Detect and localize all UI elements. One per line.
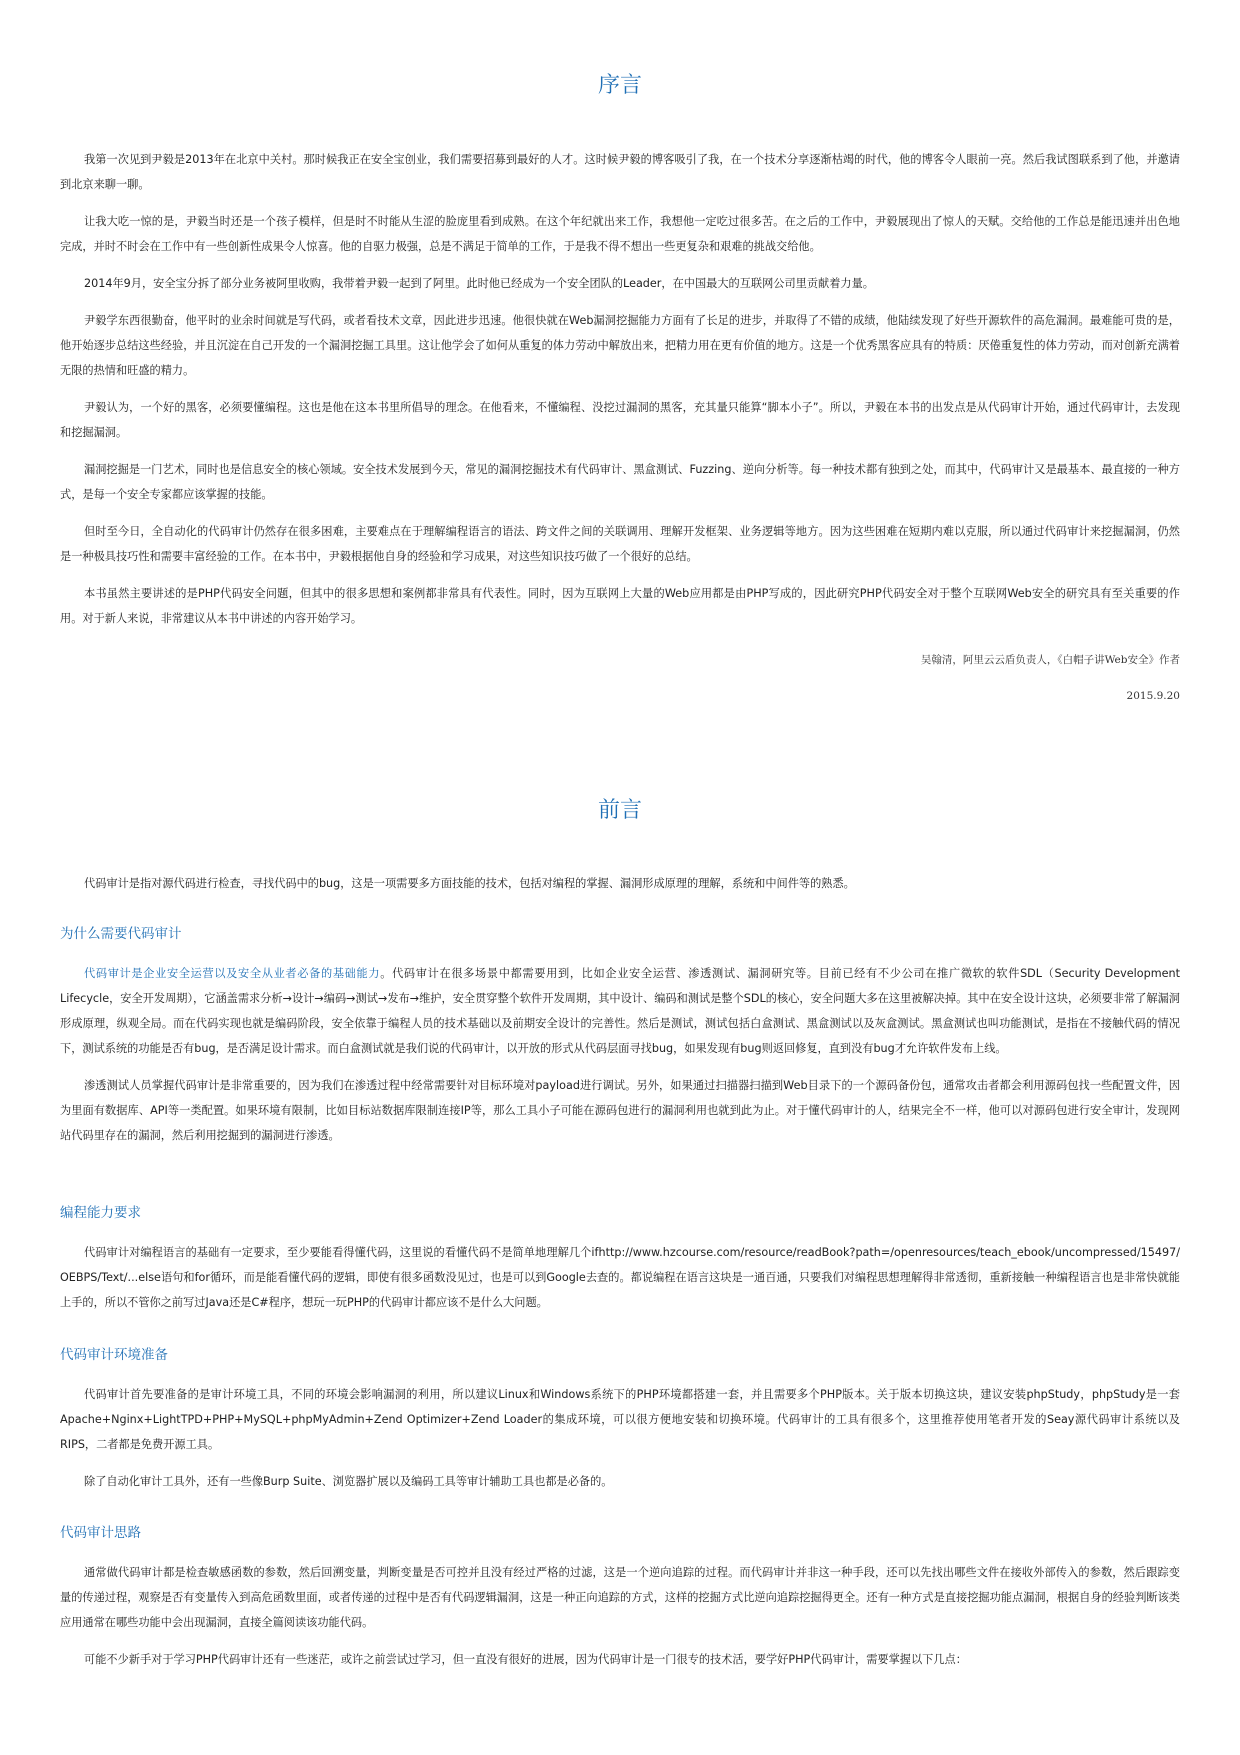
environment-paragraph: 代码审计首先要准备的是审计环境工具，不同的环境会影响漏洞的利用，所以建议Linux和Windows系统下的PHP环境都搭建一套，并且需要多个PHP版本。关于版本切换这块，建议安装phpStudy，phpStudy是一套Apache+Nginx+LightTPD+PHP+MySQL+phpMyAdmin+Zend Optimizer+Zend Loader的集成环境，可以很方便地安装和切换环境。代码审计的工具有很多个，这里推荐使用笔者开发的Seay源代码审计系统以及RIPS，二者都是免费开源工具。 <box>60 1388 1180 1451</box>
why-audit-heading: 为什么需要代码审计 <box>60 926 182 942</box>
foreword-signature-block <box>60 652 1180 667</box>
why-audit-body <box>60 961 1180 1160</box>
foreword-paragraph: 尹毅认为，一个好的黑客，必须要懂编程。这也是他在这本书里所倡导的理念。在他看来，不懂编程、没挖过漏洞的黑客，充其量只能算“脚本小子”。所以，尹毅在本书的出发点是从代码审计开始，通过代码审计，去发现和挖掘漏洞。 <box>60 401 1180 439</box>
foreword-date-block <box>60 690 1180 702</box>
programming-paragraph <box>60 1240 1180 1315</box>
why-audit-text: 。代码审计在很多场景中都需要用到，比如企业安全运营、渗透测试、漏洞研究等。目前已经有不少公司在推广微软的软件SDL（Security Development Lifecycle，安全开发周期），它涵盖需求分析→设计→编码→测试→发布→维护，安全贯穿整个软件开发周期，其中设计、编码和测试是整个SDL的核心，安全问题大多在这里被解决掉。其中在安全设计这块，必须要非常了解漏洞形成原理，纵观全局。而在代码实现也就是编码阶段，安全依靠于编程人员的技术基础以及前期安全设计的完善性。然后是测试，测试包括白盒测试、黑盒测试以及灰盒测试。黑盒测试也叫功能测试，是指在不接触代码的情况下，测试系统的功能是否有bug，是否满足设计需求。而白盒测试就是我们说的代码审计，以开放的形式从代码层面寻找bug，如果发现有bug则返回修复，直到没有bug才允许软件发布上线。 <box>60 967 1180 1055</box>
foreword-paragraph: 尹毅学东西很勤奋，他平时的业余时间就是写代码，或者看技术文章，因此进步迅速。他很快就在Web漏洞挖掘能力方面有了长足的进步，并取得了不错的成绩，他陆续发现了好些开源软件的高危漏洞。最难能可贵的是，他开始逐步总结这些经验，并且沉淀在自己开发的一个漏洞挖掘工具里。这让他学会了如何从重复的体力劳动中解放出来，把精力用在更有价值的地方。这是一个优秀黑客应具有的特质：厌倦重复性的体力劳动，而对创新充满着无限的热情和旺盛的精力。 <box>60 314 1180 377</box>
pentest-paragraph: 渗透测试人员掌握代码审计是非常重要的，因为我们在渗透过程中经常需要针对目标环境对payload进行调试。另外，如果通过扫描器扫描到Web目录下的一个源码备份包，通常攻击者都会利用源码包找一些配置文件，因为里面有数据库、API等一类配置。如果环境有限制，比如目标站数据库限制连接IP等，那么工具小子可能在源码包进行的漏洞利用也就到此为止。对于懂代码审计的人，结果完全不一样，他可以对源码包进行安全审计，发现网站代码里存在的漏洞，然后利用挖掘到的漏洞进行渗透。 <box>60 1079 1180 1142</box>
foreword-body <box>60 147 1180 643</box>
approach-paragraph: 通常做代码审计都是检查敏感函数的参数，然后回溯变量，判断变量是否可控并且没有经过严格的过滤，这是一个逆向追踪的过程。而代码审计并非这一种手段，还可以先找出哪些文件在接收外部传入的参数，然后跟踪变量的传递过程，观察是否有变量传入到高危函数里面，或者传递的过程中是否有代码逻辑漏洞，这是一种正向追踪的方式，这样的挖掘方式比逆向追踪挖掘得更全。还有一种方式是直接挖掘功能点漏洞，根据自身的经验判断该类应用通常在哪些功能中会出现漏洞，直接全篇阅读该功能代码。 <box>60 1566 1180 1629</box>
why-audit-paragraph <box>60 961 1180 1061</box>
foreword-paragraph: 漏洞挖掘是一门艺术，同时也是信息安全的核心领域。安全技术发展到今天，常见的漏洞挖掘技术有代码审计、黑盒测试、Fuzzing、逆向分析等。每一种技术都有独到之处，而其中，代码审计又是最基本、最直接的一种方式，是每一个安全专家都应该掌握的技能。 <box>60 463 1180 501</box>
approach-body <box>60 1560 1180 1684</box>
embedded-url-text: http://www.hzcourse.com/resource/readBook?path=/openresources/teach_ebook/uncompressed/15497/OEBPS/Text/... <box>60 1246 1180 1284</box>
programming-text-b: else语句和for循环，而是能看懂代码的逻辑，即使有很多函数没见过，也是可以到Google去查的。都说编程在语言这块是一通百通，只要我们对编程思想理解得非常透彻，重新接触一种编程语言也是非常快就能上手的，所以不管你之前写过Java还是C#程序，想玩一玩PHP的代码审计都应该不是什么大问题。 <box>60 1271 1180 1309</box>
approach-heading: 代码审计思路 <box>60 1525 141 1541</box>
programming-body <box>60 1240 1180 1327</box>
approach-section <box>60 1521 1180 1541</box>
foreword-paragraph: 本书虽然主要讲述的是PHP代码安全问题，但其中的很多思想和案例都非常具有代表性。同时，因为互联网上大量的Web应用都是由PHP写成的，因此研究PHP代码安全对于整个互联网Web安全的研究具有至关重要的作用。对于新人来说，非常建议从本书中讲述的内容开始学习。 <box>60 587 1180 625</box>
foreword-paragraph: 让我大吃一惊的是，尹毅当时还是一个孩子模样，但是时不时能从生涩的脸庞里看到成熟。在这个年纪就出来工作，我想他一定吃过很多苦。在之后的工作中，尹毅展现出了惊人的天赋。交给他的工作总是能迅速并出色地完成，并时不时会在工作中有一些创新性成果令人惊喜。他的自驱力极强，总是不满足于简单的工作，于是我不得不想出一些更复杂和艰难的挑战交给他。 <box>60 215 1180 253</box>
programming-section <box>60 1201 1180 1221</box>
tools-paragraph: 除了自动化审计工具外，还有一些像Burp Suite、浏览器扩展以及编码工具等审计辅助工具也都是必备的。 <box>84 1475 613 1488</box>
why-audit-highlight: 代码审计是企业安全运营以及安全从业者必备的基础能力 <box>84 967 381 980</box>
foreword-paragraph: 我第一次见到尹毅是2013年在北京中关村。那时候我正在安全宝创业，我们需要招募到最好的人才。这时候尹毅的博客吸引了我，在一个技术分享逐渐枯竭的时代，他的博客令人眼前一亮。然后我试图联系到了他，并邀请到北京来聊一聊。 <box>60 153 1180 191</box>
foreword-paragraph: 但时至今日，全自动化的代码审计仍然存在很多困难，主要难点在于理解编程语言的语法、跨文件之间的关联调用、理解开发框架、业务逻辑等地方。因为这些困难在短期内难以克服，所以通过代码审计来挖掘漏洞，仍然是一种极具技巧性和需要丰富经验的工作。在本书中，尹毅根据他自身的经验和学习成果，对这些知识技巧做了一个很好的总结。 <box>60 525 1180 563</box>
foreword-paragraph: 2014年9月，安全宝分拆了部分业务被阿里收购，我带着尹毅一起到了阿里。此时他已经成为一个安全团队的Leader，在中国最大的互联网公司里贡献着力量。 <box>84 277 874 290</box>
beginner-paragraph: 可能不少新手对于学习PHP代码审计还有一些迷茫，或许之前尝试过学习，但一直没有很好的进展，因为代码审计是一门很专的技术活，要学好PHP代码审计，需要掌握以下几点： <box>84 1653 967 1666</box>
environment-heading: 代码审计环境准备 <box>60 1347 168 1363</box>
preface-section <box>60 793 1180 824</box>
why-audit-section <box>60 922 1180 942</box>
foreword-title: 序言 <box>597 73 642 98</box>
preface-intro: 代码审计是指对源代码进行检查，寻找代码中的bug，这是一项需要多方面技能的技术，包括对编程的掌握、漏洞形成原理的理解，系统和中间件等的熟悉。 <box>84 877 855 890</box>
programming-text-a: 代码审计对编程语言的基础有一定要求，至少要能看得懂代码，这里说的看懂代码不是简单地理解几个if <box>84 1246 599 1259</box>
environment-section <box>60 1343 1180 1363</box>
foreword-signature: 吴翰清，阿里云云盾负责人，《白帽子讲Web安全》作者 <box>920 654 1180 666</box>
programming-heading: 编程能力要求 <box>60 1205 141 1221</box>
preface-intro-block <box>60 871 1180 908</box>
foreword-date: 2015.9.20 <box>1126 690 1180 702</box>
environment-body <box>60 1382 1180 1506</box>
foreword-section <box>60 68 1180 99</box>
preface-title: 前言 <box>597 798 642 823</box>
